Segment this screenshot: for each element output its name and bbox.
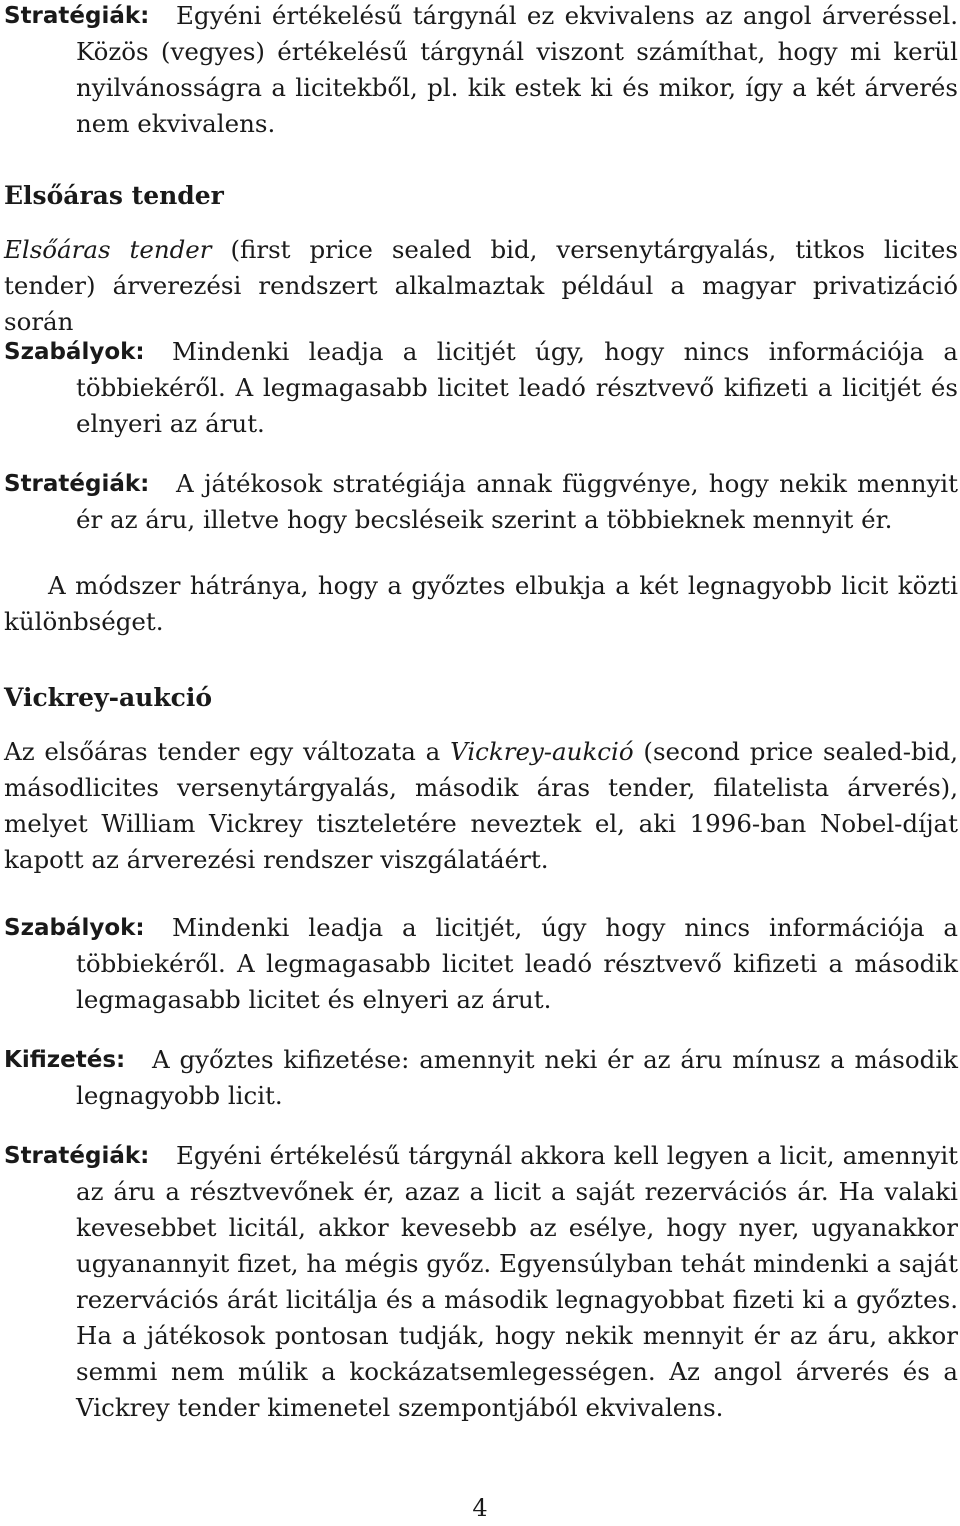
section-heading-first-price: Elsőáras tender [4,181,224,210]
page-number: 4 [472,1494,488,1522]
strategies-item-first-price [4,466,958,538]
strategies-label: Stratégiák: [4,1143,150,1169]
first-price-drawback: A módszer hátránya, hogy a győztes elbukja a két legnagyobb licit közti különbséget. [4,571,958,636]
strategies-label: Stratégiák: [4,3,150,29]
rules-item-vickrey [4,910,958,1018]
strategies-label: Stratégiák: [4,471,150,497]
first-price-term: Elsőáras tender [4,235,212,264]
vickrey-intro-post: (second price sealed-bid, másodlicites versenytárgyalás, második áras tender, filatelista árverés), melyet William Vickrey tiszteletére neveztek el, aki 1996-ban Nobel-díjat kapott az árverezési rendszer viszgálatáért. [4,737,958,874]
payment-item-vickrey [4,1042,958,1114]
strategies-text: A játékosok stratégiája annak függvénye, hogy nekik mennyit ér az áru, illetve hogy becsléseik szerint a többieknek mennyit ér. [76,469,958,534]
section-heading-vickrey: Vickrey-aukció [4,683,213,712]
rules-label: Szabályok: [4,915,145,941]
strategies-item-english-auction [4,0,958,142]
vickrey-intro [4,734,958,878]
rules-item-first-price [4,334,958,442]
rules-text: Mindenki leadja a licitjét úgy, hogy nincs információja a többiekéről. A legmagasabb licitet leadó résztvevő kifizeti a licitjét és elnyeri az árut. [76,337,958,438]
first-price-intro-text: (first price sealed bid, versenytárgyalás, titkos licites tender) árverezési rendszert alkalmaztak például a magyar privatizáció során [4,235,958,336]
payment-text: A győztes kifizetése: amennyit neki ér az áru mínusz a második legnagyobb licit. [76,1045,958,1110]
payment-label: Kifizetés: [4,1047,126,1073]
rules-label: Szabályok: [4,339,145,365]
vickrey-intro-pre: Az elsőáras tender egy változata a [4,737,451,766]
vickrey-term: Vickrey-aukció [450,737,634,766]
strategies-item-vickrey [4,1138,958,1426]
rules-text: Mindenki leadja a licitjét, úgy hogy nincs információja a többiekéről. A legmagasabb licitet leadó résztvevő kifizeti a második legmagasabb licitet és elnyeri az árut. [76,913,958,1014]
strategies-text: Egyéni értékelésű tárgynál ez ekvivalens az angol árveréssel. Közös (vegyes) értékelésű tárgynál viszont számíthat, hogy mi kerül nyilvánosságra a licitekből, pl. kik estek ki és mikor, így a két árverés nem ekvivalens. [76,1,958,138]
strategies-text: Egyéni értékelésű tárgynál akkora kell legyen a licit, amennyit az áru a résztvevőnek ér, azaz a licit a saját rezervációs ár. Ha valaki kevesebbet licitál, akkor kevesebb az esélye, hogy nyer, ugyanakkor ugyanannyit fizet, ha mégis győz. Egyensúlyban tehát mindenki a saját rezervációs árát licitálja és a második legnagyobbat fizeti ki a győztes. Ha a játékosok pontosan tudják, hogy nekik mennyit ér az áru, akkor semmi nem múlik a kockázatsemlegességen. Az angol árverés és a Vickrey tender kimenetel szempontjából ekvivalens. [76,1141,958,1422]
first-price-intro [4,232,958,340]
